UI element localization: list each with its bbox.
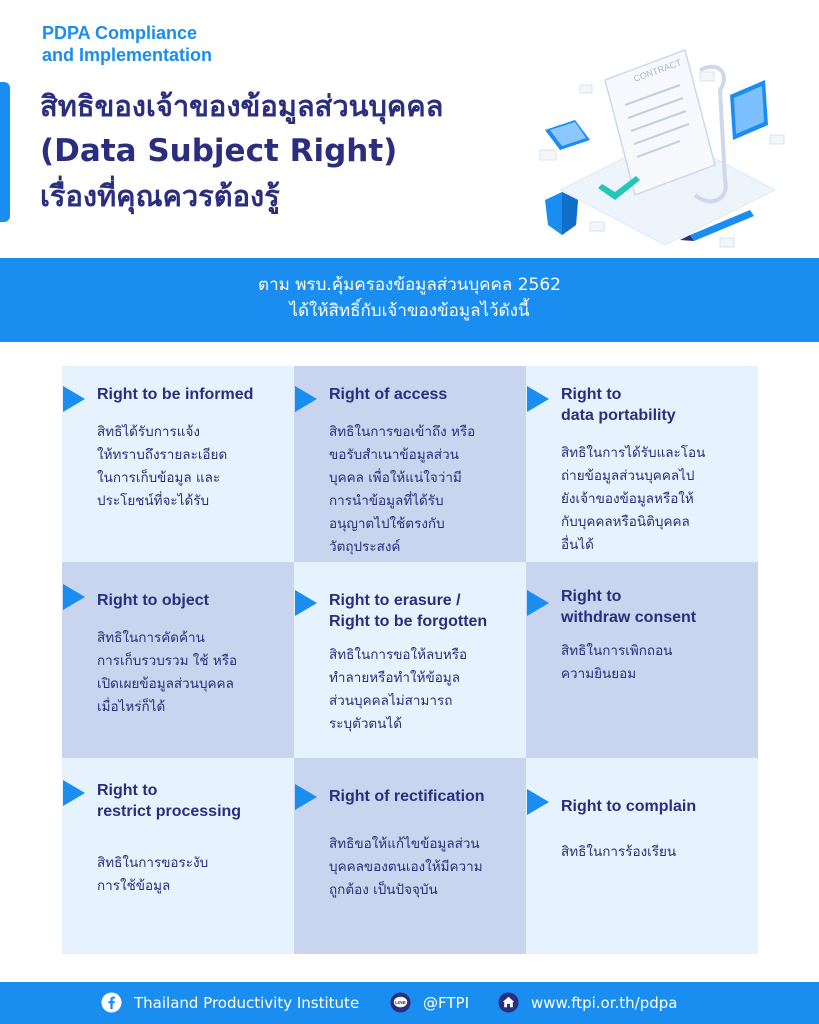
right-card-erasure — [294, 562, 526, 758]
rights-grid — [62, 366, 758, 954]
right-description: สิทธิในการคัดค้าน การเก็บรวบรวม ใช้ หรือ เปิดเผยข้อมูลส่วนบุคคล เมื่อไหร่ก็ได้ — [97, 630, 238, 715]
right-description: สิทธิในการได้รับและโอน ถ่ายข้อมูลส่วนบุคคลไป ยังเจ้าของข้อมูลหรือให้ กับบุคคลหรือนิติบุคคล อื่นได้ — [561, 445, 706, 553]
right-card-rectification — [294, 758, 526, 954]
footer-facebook[interactable] — [101, 992, 359, 1013]
accent-bar — [0, 82, 10, 222]
right-title: Right to complain — [561, 798, 697, 815]
line-text: @FTPI — [423, 993, 469, 1012]
right-card-restrict — [62, 758, 294, 954]
kicker — [42, 22, 212, 66]
arrow-icon — [63, 386, 85, 412]
right-description: สิทธิในการขอระงับ การใช้ข้อมูล — [97, 855, 209, 894]
right-title: Right to object — [97, 592, 209, 609]
arrow-icon — [527, 590, 549, 616]
right-title: Right to withdraw consent — [561, 588, 697, 626]
right-title: Right to be informed — [97, 386, 254, 403]
right-title: Right to erasure / Right to be forgotten — [329, 592, 488, 630]
law-banner — [0, 258, 819, 342]
right-card-withdraw — [526, 562, 758, 758]
line-icon-text: LINE — [395, 1000, 406, 1006]
right-card-object — [62, 562, 294, 758]
right-title: Right to data portability — [561, 386, 676, 424]
arrow-icon — [527, 386, 549, 412]
kicker-line2: and Implementation — [42, 45, 213, 65]
right-title: Right of access — [329, 386, 448, 403]
arrow-icon — [63, 584, 85, 610]
right-description: สิทธิขอให้แก้ไขข้อมูลส่วน บุคคลของตนเองให้มีความ ถูกต้อง เป็นปัจจุบัน — [329, 836, 483, 898]
right-description: สิทธิในการเพิกถอน ความยินยอม — [561, 643, 673, 682]
right-card-informed — [62, 366, 294, 562]
arrow-icon — [295, 784, 317, 810]
right-description: สิทธิได้รับการแจ้ง ให้ทราบถึงรายละเอียด ในการเก็บข้อมูล และ ประโยชน์ที่จะได้รับ — [97, 424, 228, 509]
banner-line2: ได้ให้สิทธิ์กับเจ้าของข้อมูลไว้ดังนี้ — [289, 301, 530, 321]
right-card-portability — [526, 366, 758, 562]
facebook-text: Thailand Productivity Institute — [134, 993, 360, 1012]
footer-line[interactable] — [390, 992, 469, 1013]
footer-website[interactable] — [498, 992, 677, 1013]
right-description: สิทธิในการร้องเรียน — [561, 844, 677, 860]
right-title: Right of rectification — [329, 788, 485, 805]
contract-label: CONTRACT — [632, 57, 683, 84]
title-line1: สิทธิของเจ้าของข้อมูลส่วนบุคคล — [40, 89, 444, 123]
home-icon — [498, 992, 519, 1013]
footer — [0, 982, 819, 1024]
facebook-icon — [101, 992, 122, 1013]
website-link[interactable]: www.ftpi.or.th/pdpa — [531, 993, 678, 1012]
title-line3: เรื่องที่คุณควรต้องรู้ — [40, 179, 280, 213]
arrow-icon — [527, 789, 549, 815]
line-icon — [390, 992, 411, 1013]
contract-illustration — [520, 40, 810, 255]
right-title: Right to restrict processing — [97, 782, 242, 820]
arrow-icon — [295, 386, 317, 412]
arrow-icon — [63, 780, 85, 806]
arrow-icon — [295, 590, 317, 616]
title-line2: (Data Subject Right) — [40, 133, 398, 169]
right-card-complain — [526, 758, 758, 954]
kicker-line1: PDPA Compliance — [42, 23, 198, 43]
right-description: สิทธิในการขอเข้าถึง หรือ ขอรับสำเนาข้อมูลส่วน บุคคล เพื่อให้แน่ใจว่ามี การนำข้อมูลที่ได้รับ อนุญาตไปใช้ตรงกับ วัตถุประสงค์ — [329, 424, 476, 555]
right-description: สิทธิในการขอให้ลบหรือ ทำลายหรือทำให้ข้อมูล ส่วนบุคคลไม่สามารถ ระบุตัวตนได้ — [329, 647, 468, 732]
right-card-access — [294, 366, 526, 562]
banner-line1: ตาม พรบ.คุ้มครองข้อมูลส่วนบุคคล 2562 — [258, 275, 561, 295]
page-title — [40, 84, 443, 218]
